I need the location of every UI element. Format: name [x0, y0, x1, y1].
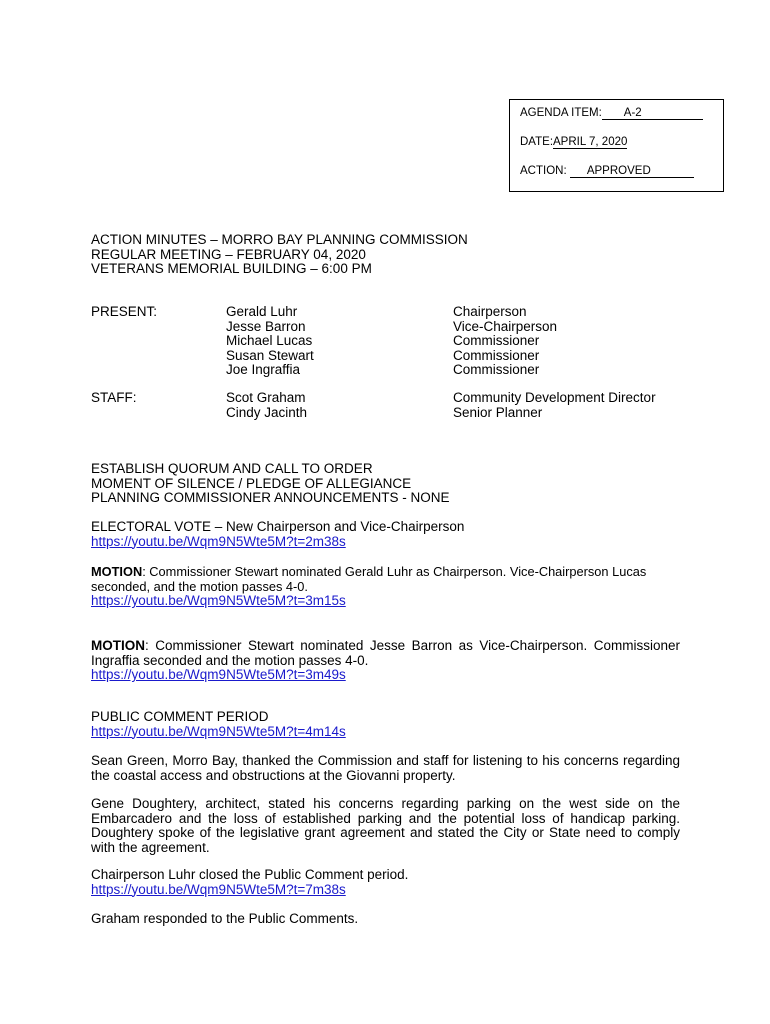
present-title: Vice-Chairperson	[453, 318, 558, 334]
motion-chairperson-link[interactable]: https://youtu.be/Wqm9N5Wte5M?t=3m15s	[91, 593, 346, 608]
motion-vice-chairperson	[91, 639, 680, 683]
agenda-date-text: APRIL 7, 2020	[553, 136, 628, 148]
motion-body: : Commissioner Stewart nominated Gerald Luhr as Chairperson. Vice-Chairperson Lucas seconded, and the motion passes 4-0.	[91, 564, 647, 594]
opening-items	[91, 462, 680, 506]
public-comment-title: PUBLIC COMMENT PERIOD	[91, 709, 269, 724]
motion-chairperson-text	[91, 565, 680, 594]
present-title: Commissioner	[453, 347, 540, 363]
heading-meeting: REGULAR MEETING – FEBRUARY 04, 2020	[91, 246, 366, 262]
agenda-action-label: ACTION:	[520, 165, 567, 177]
present-name: Susan Stewart	[226, 347, 314, 363]
staff-name: Cindy Jacinth	[226, 404, 308, 420]
motion-vice-chairperson-text	[91, 639, 680, 668]
electoral-vote-title: ELECTORAL VOTE – New Chairperson and Vice-Chairperson	[91, 519, 465, 534]
agenda-action-value-field	[570, 165, 694, 178]
present-titles	[453, 305, 557, 378]
public-comment-closed	[91, 868, 680, 897]
opening-pledge: MOMENT OF SILENCE / PLEDGE OF ALLEGIANCE	[91, 475, 412, 491]
motion-body: : Commissioner Stewart nominated Jesse Barron as Vice-Chairperson. Commissioner Ingraffia seconded and the motion passes 4-0.	[91, 638, 680, 668]
electoral-video-link[interactable]: https://youtu.be/Wqm9N5Wte5M?t=2m38s	[91, 533, 346, 549]
agenda-action-row	[520, 165, 694, 178]
opening-announcements: PLANNING COMMISSIONER ANNOUNCEMENTS - NONE	[91, 490, 450, 505]
public-comment-section	[91, 710, 680, 739]
staff-label: STAFF:	[91, 390, 137, 405]
present-name: Joe Ingraffia	[226, 362, 301, 377]
staff-response: Graham responded to the Public Comments.	[91, 911, 359, 926]
staff-titles	[453, 391, 656, 420]
agenda-date-row	[520, 136, 627, 149]
public-comment-green: Sean Green, Morro Bay, thanked the Commission and staff for listening to his concerns regarding the coastal access and obstructions at the Giovanni property.	[91, 753, 680, 783]
staff-title: Senior Planner	[453, 404, 543, 420]
staff-title: Community Development Director	[453, 390, 656, 405]
electoral-vote-section	[91, 520, 680, 549]
heading-location: VETERANS MEMORIAL BUILDING – 6:00 PM	[91, 261, 372, 276]
agenda-item-value: A-2	[623, 107, 642, 119]
public-comment-closed-text: Chairperson Luhr closed the Public Comment period.	[91, 867, 409, 882]
minutes-heading	[91, 233, 468, 277]
public-comment-closed-link[interactable]: https://youtu.be/Wqm9N5Wte5M?t=7m38s	[91, 881, 346, 897]
agenda-item-label: AGENDA ITEM:	[520, 107, 602, 119]
present-name: Gerald Luhr	[226, 304, 298, 319]
motion-chairperson	[91, 565, 680, 609]
present-title: Commissioner	[453, 333, 540, 348]
agenda-action-value: APPROVED	[586, 165, 651, 177]
staff-name: Scot Graham	[226, 390, 306, 405]
motion-label: MOTION	[91, 638, 145, 653]
agenda-date-label: DATE:	[520, 136, 554, 148]
public-comment-link[interactable]: https://youtu.be/Wqm9N5Wte5M?t=4m14s	[91, 723, 346, 739]
present-title: Commissioner	[453, 362, 540, 377]
present-name: Jesse Barron	[226, 318, 306, 334]
agenda-date-value	[553, 136, 627, 149]
present-title: Chairperson	[453, 304, 527, 319]
present-label: PRESENT:	[91, 304, 158, 319]
present-name: Michael Lucas	[226, 333, 313, 348]
agenda-item-row	[520, 107, 703, 120]
agenda-info-box	[509, 99, 724, 192]
motion-vice-chairperson-link[interactable]: https://youtu.be/Wqm9N5Wte5M?t=3m49s	[91, 667, 346, 682]
agenda-item-value-field	[602, 107, 703, 120]
heading-title: ACTION MINUTES – MORRO BAY PLANNING COMMISSION	[91, 232, 468, 247]
staff-names	[226, 391, 307, 420]
motion-label: MOTION	[91, 564, 143, 579]
present-names	[226, 305, 314, 378]
public-comment-doughtery: Gene Doughtery, architect, stated his concerns regarding parking on the west side on the Embarcadero and the loss of established parking and the potential loss of handicap parking. Doughtery spoke of the legislative grant agreement and stated the City or State need to comply with the agreement.	[91, 796, 680, 855]
opening-quorum: ESTABLISH QUORUM AND CALL TO ORDER	[91, 461, 373, 476]
